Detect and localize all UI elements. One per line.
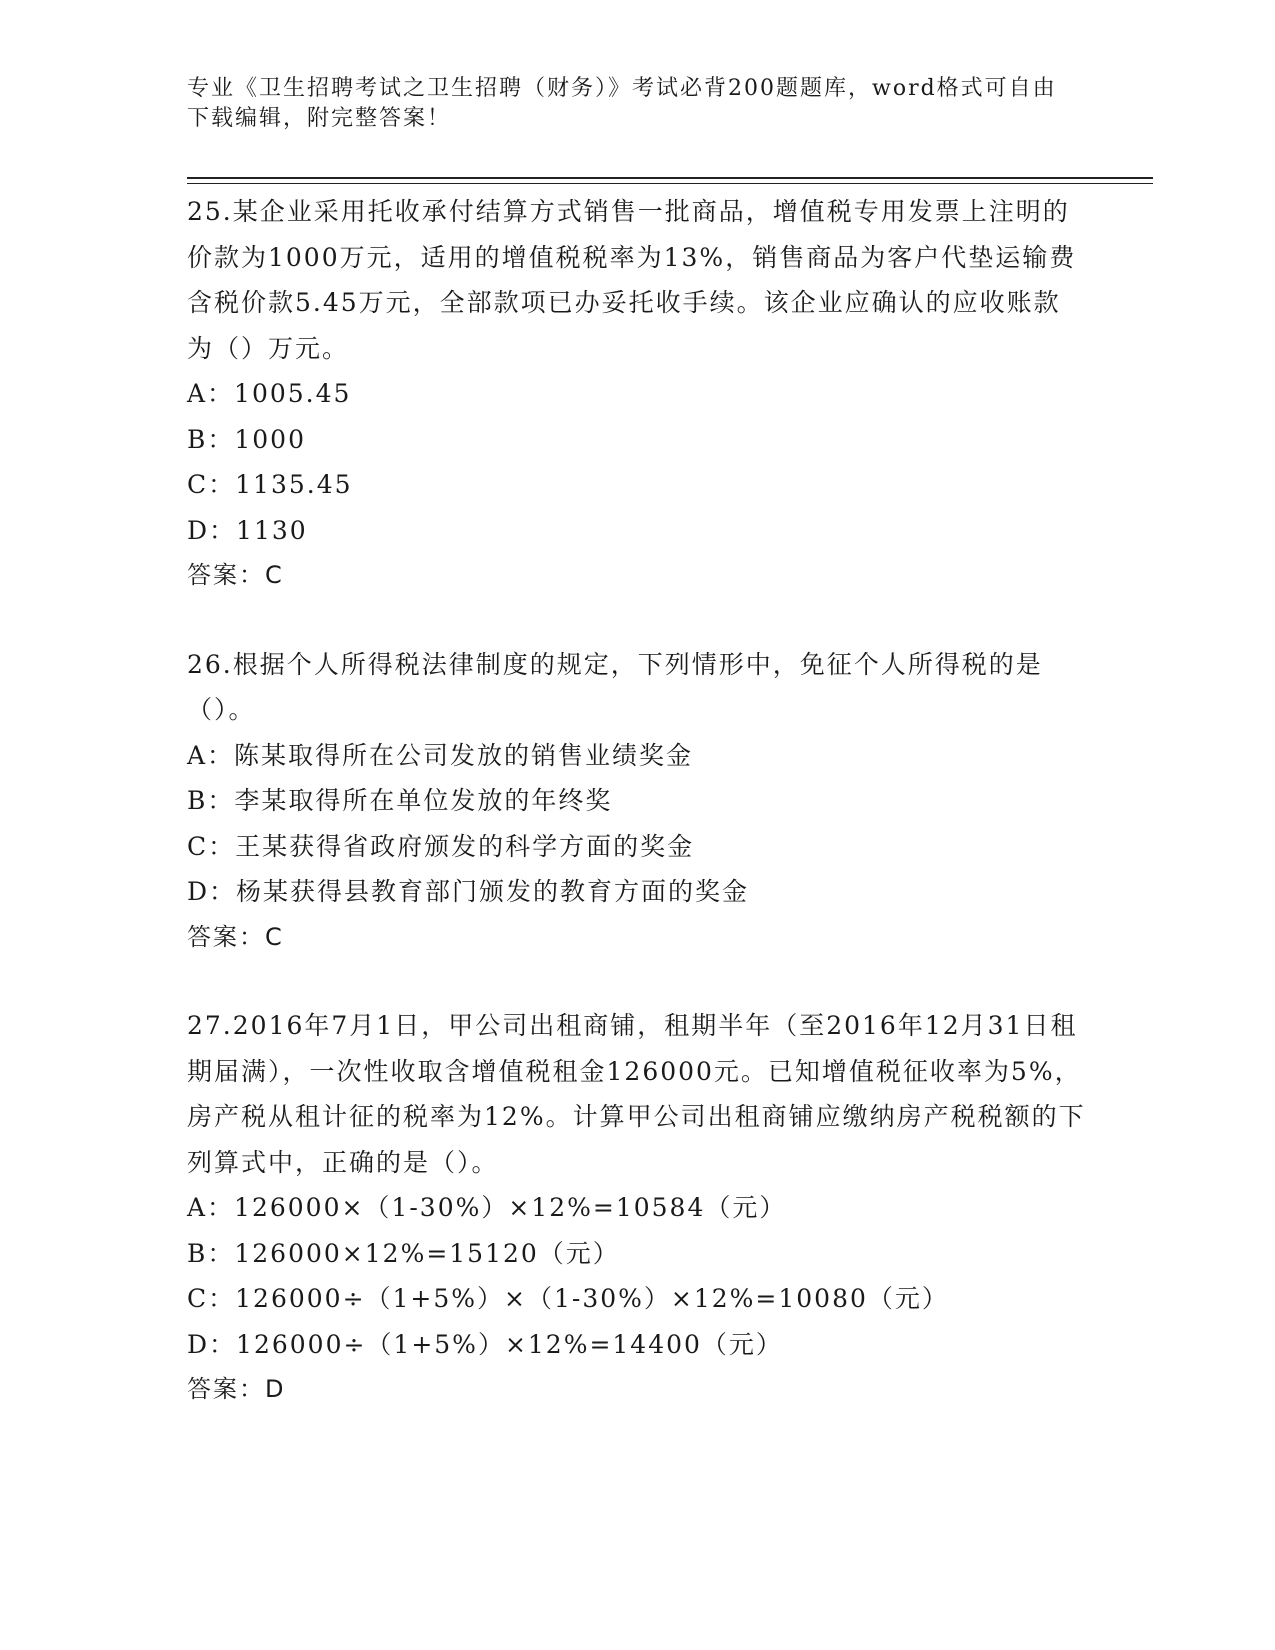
option-b: B：126000×12%=15120（元） — [187, 1238, 620, 1268]
option-a: A：126000×（1-30%）×12%=10584（元） — [187, 1193, 787, 1222]
header-rule-thick — [187, 177, 1153, 179]
question-stem: 27.2016年7月1日，甲公司出租商铺，租期半年（至2016年12月31日租期届满），一次性收取含增值税租金126000元。已知增值税征收率为5%，房产税从租计征的税率为12%。计算甲公司出租商铺应缴纳房产税税额的下列算式中，正确的是（）。 — [187, 1011, 1086, 1177]
question-list — [187, 189, 1087, 1456]
answer-line: 答案：C — [187, 922, 284, 951]
option-d: D：杨某获得县教育部门颁发的教育方面的奖金 — [187, 877, 750, 906]
option-c: C：王某获得省政府颁发的科学方面的奖金 — [187, 831, 695, 861]
answer-line: 答案：C — [187, 561, 284, 589]
option-b: B：李某取得所在单位发放的年终奖 — [187, 786, 613, 815]
answer-line: 答案：D — [187, 1375, 286, 1403]
question-27 — [187, 1003, 1087, 1413]
option-c: C：1135.45 — [187, 470, 353, 499]
option-c: C：126000÷（1+5%）×（1-30%）×12%=10080（元） — [187, 1284, 949, 1313]
question-stem: 25.某企业采用托收承付结算方式销售一批商品，增值税专用发票上注明的价款为1000万元，适用的增值税税率为13%，销售商品为客户代垫运输费含税价款5.45万元，全部款项已办妥托收手续。该企业应确认的应收账款为（）万元。 — [187, 197, 1077, 363]
option-d: D：126000÷（1+5%）×12%=14400（元） — [187, 1329, 783, 1359]
header-rule-thin — [187, 183, 1153, 184]
question-stem: 26.根据个人所得税法律制度的规定，下列情形中，免征个人所得税的是（）。 — [187, 649, 1043, 724]
question-26 — [187, 642, 1087, 961]
option-b: B：1000 — [187, 424, 306, 454]
option-d: D：1130 — [187, 515, 308, 545]
option-a: A：陈某取得所在公司发放的销售业绩奖金 — [187, 740, 694, 770]
option-a: A：1005.45 — [187, 379, 352, 408]
document-header: 专业《卫生招聘考试之卫生招聘（财务）》考试必背200题题库，word格式可自由下载编辑，附完整答案！ — [187, 76, 1057, 131]
question-25 — [187, 189, 1087, 599]
